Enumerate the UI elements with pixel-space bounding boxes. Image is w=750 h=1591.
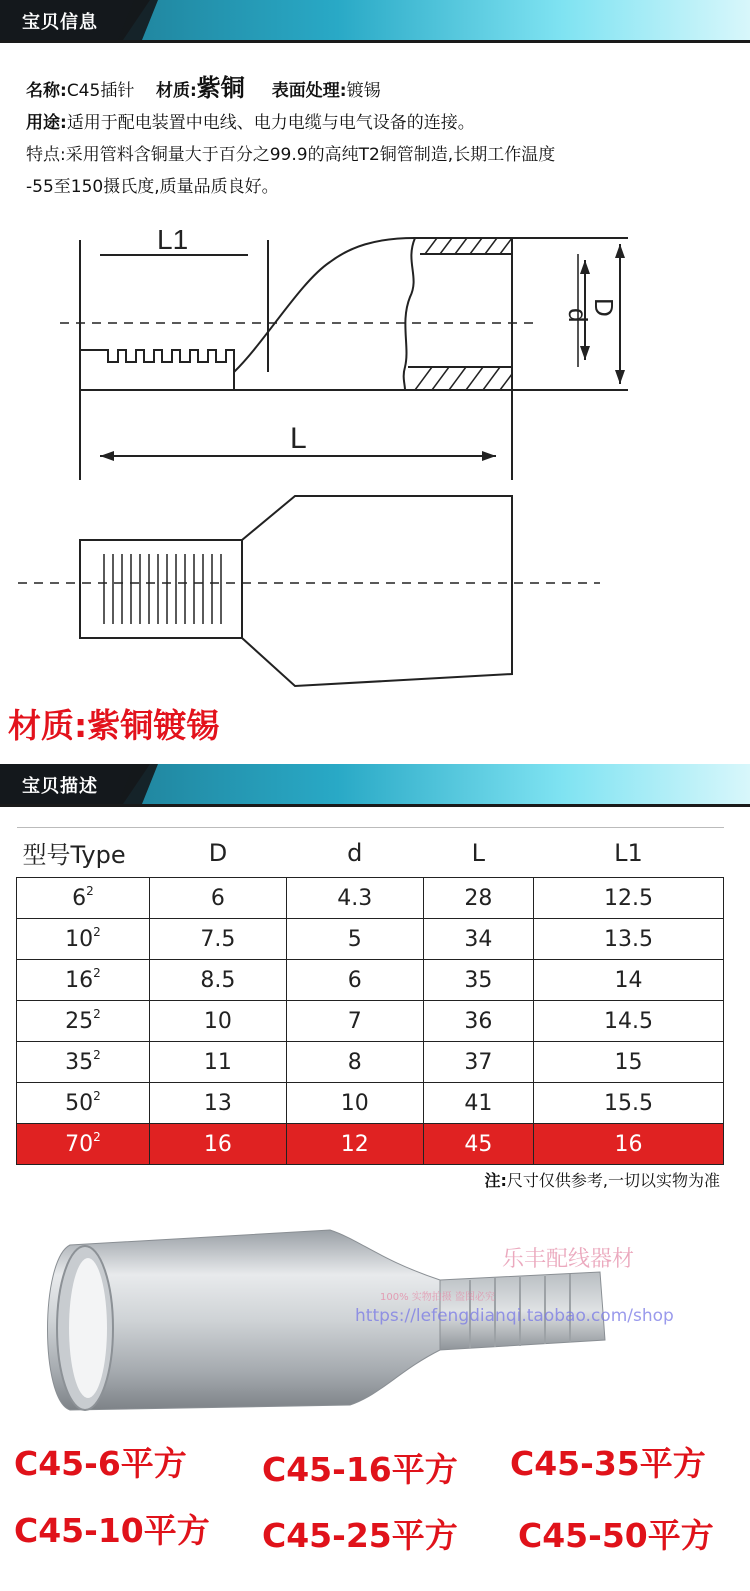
table-cell: 41	[423, 1083, 533, 1124]
type-cell: $16^2$	[17, 960, 150, 1001]
use-value: 适用于配电装置中电线、电力电缆与电气设备的连接。	[66, 113, 475, 133]
table-row	[17, 960, 724, 1001]
table-row	[17, 878, 724, 919]
feature-value-1: 采用管料含铜量大于百分之99.9的高纯T2铜管制造,长期工作温度	[65, 145, 556, 165]
header-big-d: D	[150, 828, 287, 878]
tube-opening	[69, 1258, 107, 1398]
material-value: 紫铜	[196, 74, 245, 102]
table-cell: 14	[533, 960, 723, 1001]
section-header-info	[0, 0, 750, 40]
table-row-highlighted	[17, 1124, 724, 1165]
material-label: 材质:	[155, 81, 197, 101]
label-l1: L1	[157, 224, 189, 255]
table-cell: 7	[286, 1001, 423, 1042]
table-cell: 37	[423, 1042, 533, 1083]
info-line-2	[26, 107, 726, 139]
table-row	[17, 1083, 724, 1124]
table-row	[17, 919, 724, 960]
feature-label: 特点:	[26, 145, 66, 165]
label-l: L	[290, 422, 307, 455]
table-cell: 13.5	[533, 919, 723, 960]
table-cell: 45	[423, 1124, 533, 1165]
name-value: C45插针	[66, 81, 135, 101]
header-divider	[0, 40, 750, 43]
header-l: L	[423, 828, 533, 878]
product-info	[26, 72, 726, 203]
table-note	[485, 1168, 721, 1191]
table-cell: 15.5	[533, 1083, 723, 1124]
type-cell: $35^2$	[17, 1042, 150, 1083]
model-label: C45-25平方	[262, 1516, 458, 1555]
table-cell: 35	[423, 960, 533, 1001]
hatch-bottom	[415, 367, 512, 390]
d-arrow-top	[580, 260, 590, 274]
top-view	[80, 496, 512, 686]
table-header-row	[17, 828, 724, 878]
table-cell: 8.5	[150, 960, 287, 1001]
material-banner: 材质:紫铜镀锡	[8, 706, 220, 745]
table-cell: 8	[286, 1042, 423, 1083]
crimp-teeth-profile	[80, 350, 234, 390]
table-cell: 13	[150, 1083, 287, 1124]
type-cell: $10^2$	[17, 919, 150, 960]
table-cell: 15	[533, 1042, 723, 1083]
use-label: 用途:	[26, 113, 67, 133]
big-d-arrow-bottom	[615, 370, 625, 384]
label-d-big: D	[589, 298, 619, 317]
type-cell: $50^2$	[17, 1083, 150, 1124]
taper-outline	[234, 238, 415, 372]
d-arrow-bottom	[580, 346, 590, 360]
watermark-shop: 乐丰配线器材	[502, 1247, 635, 1272]
info-line-3	[26, 139, 726, 171]
watermark-slogan: 100% 实物拍摄 盗图必究	[380, 1292, 495, 1303]
header-type: 型号Type	[17, 828, 150, 878]
table-cell: 10	[286, 1083, 423, 1124]
arrowheads	[100, 244, 625, 461]
crimp-lines	[104, 554, 221, 624]
model-label: C45-16平方	[262, 1450, 458, 1489]
watermark-url: https://lefengdianqi.taobao.com/shop	[355, 1306, 674, 1326]
l-arrow-right	[482, 451, 496, 461]
section-header-description	[0, 764, 750, 804]
hatch-top	[425, 238, 512, 254]
spec-table	[16, 827, 724, 1165]
table-cell: 11	[150, 1042, 287, 1083]
l-arrow-left	[100, 451, 114, 461]
model-label: C45-6平方	[14, 1444, 187, 1483]
model-label: C45-10平方	[14, 1511, 210, 1550]
table-cell: 7.5	[150, 919, 287, 960]
table-cell: 14.5	[533, 1001, 723, 1042]
table-cell: 36	[423, 1001, 533, 1042]
table-cell: 34	[423, 919, 533, 960]
table-cell: 28	[423, 878, 533, 919]
table-cell: 12.5	[533, 878, 723, 919]
name-label: 名称:	[26, 81, 67, 101]
type-cell: $70^2$	[17, 1124, 150, 1165]
note-text: 尺寸仅供参考,一切以实物为准	[506, 1171, 720, 1190]
section-title: 宝贝信息	[22, 12, 98, 33]
note-label: 注:	[484, 1171, 507, 1190]
feature-value-2: -55至150摄氏度,质量品质良好。	[26, 177, 279, 197]
big-d-arrow-top	[615, 244, 625, 258]
surface-label: 表面处理:	[271, 81, 347, 101]
table-cell: 4.3	[286, 878, 423, 919]
type-cell: $6^2$	[17, 878, 150, 919]
table-row	[17, 1001, 724, 1042]
table-cell: 6	[150, 878, 287, 919]
table-cell: 12	[286, 1124, 423, 1165]
table-cell: 16	[150, 1124, 287, 1165]
table-cell: 16	[533, 1124, 723, 1165]
technical-drawing	[0, 222, 750, 692]
header-divider	[0, 804, 750, 807]
section-title: 宝贝描述	[22, 776, 98, 797]
table-cell: 5	[286, 919, 423, 960]
side-view	[80, 238, 628, 480]
type-cell: $25^2$	[17, 1001, 150, 1042]
model-label: C45-50平方	[518, 1516, 714, 1555]
table-cell: 10	[150, 1001, 287, 1042]
model-label: C45-35平方	[510, 1444, 706, 1483]
info-line-4	[26, 171, 726, 203]
table-cell: 6	[286, 960, 423, 1001]
header-l1: L1	[533, 828, 723, 878]
table-row	[17, 1042, 724, 1083]
info-line-1	[26, 72, 726, 107]
top-view-outline	[80, 496, 512, 686]
surface-value: 镀锡	[346, 81, 381, 101]
header-small-d: d	[286, 828, 423, 878]
label-d-small: d	[563, 308, 593, 323]
